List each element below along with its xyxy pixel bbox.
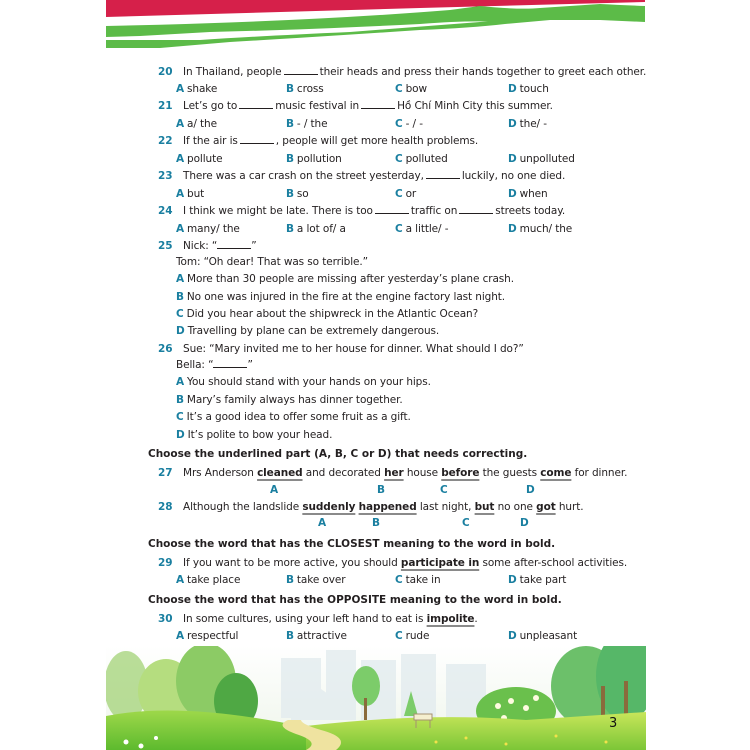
option-a[interactable] bbox=[176, 82, 217, 96]
option-text: respectful bbox=[187, 630, 239, 642]
underline-letter-b: B bbox=[377, 484, 386, 496]
question-number: 22 bbox=[158, 135, 173, 147]
option-text: Did you hear about the shipwreck in the Atlantic Ocean? bbox=[186, 308, 479, 320]
option-letter: D bbox=[176, 429, 185, 441]
option-d[interactable] bbox=[508, 82, 549, 96]
question-text: the guests bbox=[479, 467, 541, 479]
underlined-part-b[interactable]: happened bbox=[358, 501, 417, 513]
question-text: Bella: “ bbox=[176, 359, 214, 371]
option-letter: B bbox=[286, 223, 294, 235]
question-27 bbox=[158, 466, 627, 480]
question-text: their heads and press their hands together to greet each other. bbox=[319, 66, 647, 78]
underline-letter-b: B bbox=[372, 517, 381, 529]
underline-letter-d: D bbox=[520, 517, 529, 529]
option-text: Mary’s family always has dinner together. bbox=[186, 394, 403, 406]
option-c[interactable] bbox=[395, 82, 427, 96]
question-text: last night, bbox=[416, 501, 475, 513]
option-text: when bbox=[519, 188, 548, 200]
underlined-part-d[interactable]: got bbox=[536, 501, 556, 513]
option-letter: B bbox=[286, 188, 294, 200]
question-text: There was a car crash on the street yesterday, bbox=[183, 170, 424, 182]
option-text: More than 30 people are missing after yesterday’s plane crash. bbox=[187, 273, 514, 285]
question-29 bbox=[158, 556, 627, 570]
option-letter: B bbox=[176, 394, 184, 406]
option-b[interactable] bbox=[286, 222, 346, 236]
question-text: If you want to be more active, you should bbox=[183, 557, 401, 569]
option-text: take in bbox=[405, 574, 441, 586]
question-text: In Thailand, people bbox=[183, 66, 282, 78]
option-letter: A bbox=[176, 188, 185, 200]
question-text: and decorated bbox=[302, 467, 385, 479]
option-text: a/ the bbox=[187, 118, 217, 130]
question-text: . bbox=[474, 613, 478, 625]
underlined-part-c[interactable]: before bbox=[441, 467, 480, 479]
question-text: no one bbox=[494, 501, 537, 513]
question-text: for dinner. bbox=[571, 467, 628, 479]
option-letter: C bbox=[395, 118, 403, 130]
question-26-line2 bbox=[176, 358, 253, 372]
question-text: Let’s go to bbox=[183, 100, 238, 112]
option-text: Travelling by plane can be extremely dangerous. bbox=[187, 325, 440, 337]
option-letter: D bbox=[508, 188, 517, 200]
option-text: take place bbox=[187, 574, 241, 586]
question-text: , people will get more health problems. bbox=[275, 135, 479, 147]
option-letter: D bbox=[508, 574, 517, 586]
underlined-part-c[interactable]: but bbox=[474, 501, 495, 513]
option-d[interactable] bbox=[176, 428, 332, 442]
question-text: If the air is bbox=[183, 135, 238, 147]
option-d[interactable] bbox=[508, 117, 547, 131]
option-text: unpolluted bbox=[519, 153, 575, 165]
option-text: cross bbox=[296, 83, 324, 95]
question-text: hurt. bbox=[555, 501, 584, 513]
option-letter: B bbox=[286, 630, 294, 642]
option-c[interactable] bbox=[176, 410, 411, 424]
option-text: You should stand with your hands on your hips. bbox=[187, 376, 431, 388]
question-text: Mrs Anderson bbox=[183, 467, 258, 479]
option-text: polluted bbox=[405, 153, 448, 165]
question-number: 25 bbox=[158, 240, 173, 252]
option-text: take part bbox=[519, 574, 567, 586]
underlined-part-b[interactable]: her bbox=[384, 467, 404, 479]
question-30 bbox=[158, 612, 478, 626]
option-text: pollute bbox=[187, 153, 223, 165]
option-a[interactable] bbox=[176, 152, 223, 166]
option-text: pollution bbox=[296, 153, 342, 165]
question-28 bbox=[158, 500, 583, 514]
section-instruction-correcting: Choose the underlined part (A, B, C or D) that needs correcting. bbox=[148, 448, 528, 460]
question-text: I think we might be late. There is too bbox=[183, 205, 373, 217]
option-b[interactable] bbox=[286, 187, 309, 201]
question-text: ” bbox=[251, 240, 257, 252]
option-c[interactable] bbox=[395, 573, 441, 587]
option-text: much/ the bbox=[519, 223, 573, 235]
option-letter: A bbox=[176, 574, 185, 586]
underlined-part-a[interactable]: cleaned bbox=[257, 467, 303, 479]
question-number: 29 bbox=[158, 557, 173, 569]
question-number: 28 bbox=[158, 501, 173, 513]
page-number: 3 bbox=[609, 716, 618, 731]
question-22 bbox=[158, 134, 478, 148]
underline-letter-d: D bbox=[526, 484, 535, 496]
option-c[interactable] bbox=[395, 187, 416, 201]
option-letter: A bbox=[176, 83, 185, 95]
option-letter: C bbox=[176, 411, 184, 423]
header-banner bbox=[0, 0, 750, 60]
option-letter: A bbox=[176, 153, 185, 165]
question-number: 26 bbox=[158, 343, 173, 355]
question-number: 20 bbox=[158, 66, 173, 78]
answer-blank[interactable] bbox=[426, 169, 460, 179]
option-letter: D bbox=[508, 153, 517, 165]
option-letter: D bbox=[508, 223, 517, 235]
option-letter: C bbox=[395, 574, 403, 586]
option-text: many/ the bbox=[187, 223, 240, 235]
question-number: 23 bbox=[158, 170, 173, 182]
question-26 bbox=[158, 342, 524, 356]
option-letter: D bbox=[508, 630, 517, 642]
section-instruction-closest: Choose the word that has the CLOSEST meaning to the word in bold. bbox=[148, 538, 556, 550]
option-letter: B bbox=[286, 118, 294, 130]
option-d[interactable] bbox=[508, 573, 566, 587]
option-letter: B bbox=[286, 83, 294, 95]
question-text: Nick: “ bbox=[183, 240, 218, 252]
question-text: house bbox=[403, 467, 442, 479]
option-a[interactable] bbox=[176, 187, 204, 201]
bold-word: participate in bbox=[400, 557, 480, 569]
option-letter: B bbox=[176, 291, 184, 303]
option-d[interactable] bbox=[508, 222, 572, 236]
option-text: touch bbox=[519, 83, 549, 95]
option-b[interactable] bbox=[286, 629, 347, 643]
option-text: unpleasant bbox=[519, 630, 578, 642]
question-text: Although the landslide bbox=[183, 501, 303, 513]
option-b[interactable] bbox=[286, 573, 345, 587]
question-number: 21 bbox=[158, 100, 173, 112]
question-25-line2: Tom: “Oh dear! That was so terrible.” bbox=[176, 256, 368, 268]
option-text: a lot of/ a bbox=[296, 223, 346, 235]
underline-letter-a: A bbox=[318, 517, 327, 529]
option-letter: C bbox=[395, 83, 403, 95]
option-letter: A bbox=[176, 273, 185, 285]
answer-blank[interactable] bbox=[284, 65, 318, 75]
option-text: bow bbox=[405, 83, 427, 95]
option-text: - / the bbox=[296, 118, 328, 130]
underline-letter-c: C bbox=[440, 484, 448, 496]
question-text: music festival in bbox=[275, 100, 360, 112]
option-text: a little/ - bbox=[405, 223, 449, 235]
option-c[interactable] bbox=[395, 152, 448, 166]
option-text: shake bbox=[187, 83, 218, 95]
answer-blank[interactable] bbox=[217, 239, 251, 249]
answer-blank[interactable] bbox=[239, 99, 273, 109]
option-c[interactable] bbox=[395, 117, 423, 131]
option-a[interactable] bbox=[176, 117, 217, 131]
bold-word: impolite bbox=[426, 613, 475, 625]
option-text: rude bbox=[405, 630, 430, 642]
question-25 bbox=[158, 239, 257, 253]
option-letter: A bbox=[176, 118, 185, 130]
option-text: take over bbox=[296, 574, 346, 586]
option-letter: D bbox=[508, 118, 517, 130]
option-letter: D bbox=[176, 325, 185, 337]
option-c[interactable] bbox=[395, 629, 429, 643]
option-d[interactable] bbox=[508, 629, 577, 643]
option-text: No one was injured in the fire at the engine factory last night. bbox=[186, 291, 506, 303]
section-instruction-opposite: Choose the word that has the OPPOSITE meaning to the word in bold. bbox=[148, 594, 562, 606]
option-letter: B bbox=[286, 574, 294, 586]
option-b[interactable] bbox=[286, 117, 327, 131]
option-letter: B bbox=[286, 153, 294, 165]
question-text: luckily, no one died. bbox=[461, 170, 566, 182]
option-a[interactable] bbox=[176, 375, 431, 389]
option-letter: D bbox=[508, 83, 517, 95]
answer-blank[interactable] bbox=[213, 358, 247, 368]
option-b[interactable] bbox=[176, 393, 403, 407]
option-letter: A bbox=[176, 376, 185, 388]
option-d[interactable] bbox=[176, 324, 439, 338]
question-text: Hồ Chí Minh City this summer. bbox=[397, 100, 553, 112]
option-text: but bbox=[187, 188, 205, 200]
option-letter: C bbox=[176, 308, 184, 320]
question-text: streets today. bbox=[495, 205, 566, 217]
option-b[interactable] bbox=[176, 290, 505, 304]
option-a[interactable] bbox=[176, 573, 240, 587]
option-text: It’s polite to bow your head. bbox=[187, 429, 333, 441]
option-d[interactable] bbox=[508, 152, 575, 166]
answer-blank[interactable] bbox=[375, 204, 409, 214]
answer-blank[interactable] bbox=[240, 134, 274, 144]
answer-blank[interactable] bbox=[361, 99, 395, 109]
option-text: attractive bbox=[296, 630, 347, 642]
question-text: ” bbox=[247, 359, 253, 371]
option-text: the/ - bbox=[519, 118, 547, 130]
question-text: Sue: “Mary invited me to her house for dinner. What should I do?” bbox=[183, 343, 524, 355]
option-b[interactable] bbox=[286, 152, 342, 166]
underlined-part-a[interactable]: suddenly bbox=[302, 501, 356, 513]
question-text: some after-school activities. bbox=[479, 557, 628, 569]
option-text: or bbox=[405, 188, 417, 200]
underline-letter-a: A bbox=[270, 484, 279, 496]
option-text: - / - bbox=[405, 118, 423, 130]
option-letter: C bbox=[395, 630, 403, 642]
option-letter: A bbox=[176, 223, 185, 235]
question-text: In some cultures, using your left hand to eat is bbox=[183, 613, 427, 625]
option-a[interactable] bbox=[176, 629, 238, 643]
park-illustration bbox=[106, 646, 646, 750]
option-a[interactable] bbox=[176, 222, 240, 236]
question-number: 27 bbox=[158, 467, 173, 479]
question-20 bbox=[158, 65, 646, 79]
option-b[interactable] bbox=[286, 82, 324, 96]
option-letter: C bbox=[395, 153, 403, 165]
option-text: so bbox=[296, 188, 309, 200]
option-text: It’s a good idea to offer some fruit as a gift. bbox=[186, 411, 411, 423]
question-number: 30 bbox=[158, 613, 173, 625]
question-23 bbox=[158, 169, 565, 183]
option-a[interactable] bbox=[176, 272, 514, 286]
question-21 bbox=[158, 99, 553, 113]
option-c[interactable] bbox=[395, 222, 448, 236]
underlined-part-d[interactable]: come bbox=[540, 467, 572, 479]
option-letter: A bbox=[176, 630, 185, 642]
answer-blank[interactable] bbox=[459, 204, 493, 214]
question-24 bbox=[158, 204, 565, 218]
question-text: traffic on bbox=[410, 205, 458, 217]
option-c[interactable] bbox=[176, 307, 478, 321]
option-letter: C bbox=[395, 223, 403, 235]
option-d[interactable] bbox=[508, 187, 548, 201]
question-number: 24 bbox=[158, 205, 173, 217]
option-letter: C bbox=[395, 188, 403, 200]
underline-letter-c: C bbox=[462, 517, 470, 529]
